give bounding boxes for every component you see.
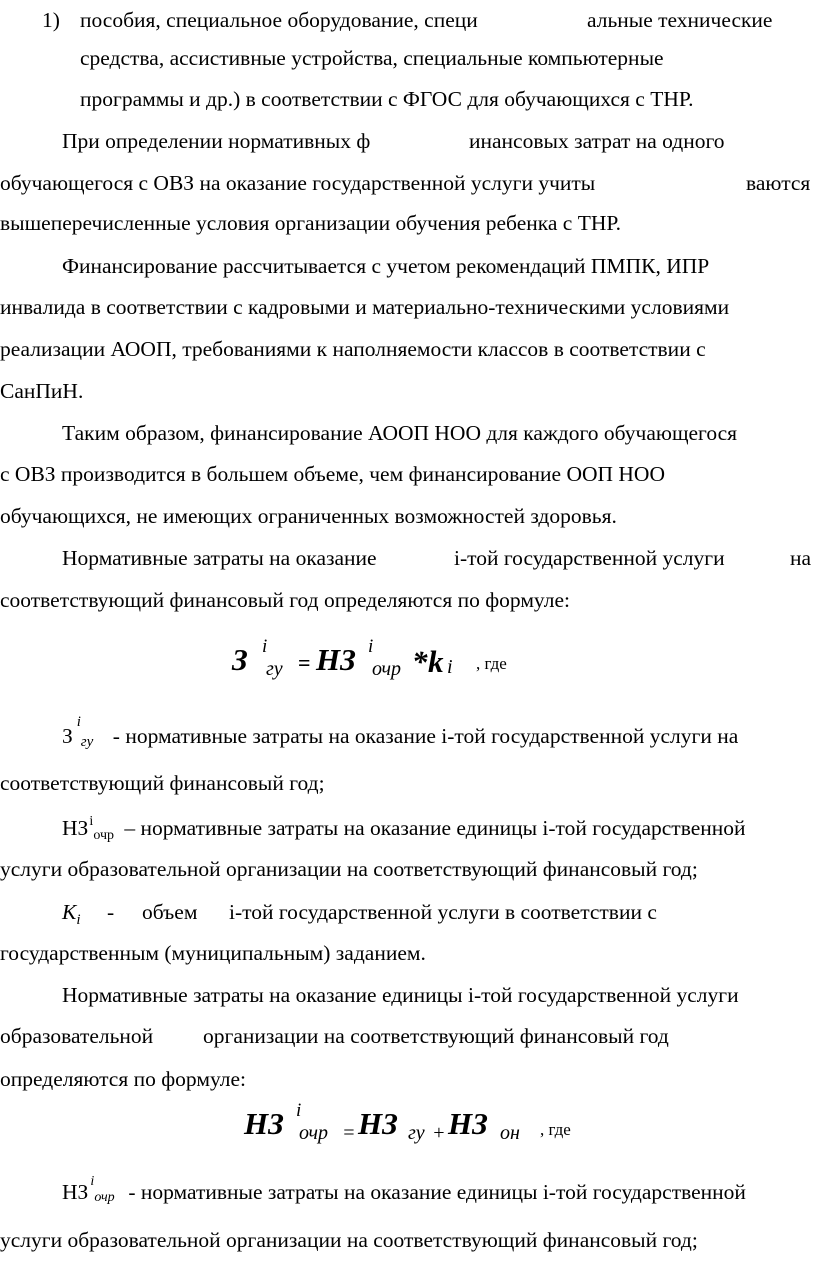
- para1-line1a: При определении нормативных ф: [62, 129, 371, 153]
- def1-sub: гу: [80, 734, 94, 750]
- formula2-sub-ochr: очр: [299, 1122, 329, 1144]
- def4-sup: i: [90, 1174, 95, 1189]
- para1-line2b: ваются: [746, 171, 811, 195]
- para2-line3: реализации АООП, требованиями к наполняемости классов в соответствии с: [0, 337, 706, 361]
- def4-line1: [62, 1174, 746, 1205]
- para4-line1c: на: [790, 546, 812, 570]
- list-item-line1a: пособия, специальное оборудование, специ: [80, 8, 478, 32]
- formula2-plus: +: [432, 1122, 446, 1144]
- para4-line1b: i-той государственной услуги: [454, 546, 725, 570]
- para2-line1: Финансирование рассчитывается с учетом рекомендаций ПМПК, ИПР: [62, 254, 710, 278]
- formula1-nz: НЗ: [316, 642, 356, 677]
- formula1-where: , где: [476, 654, 507, 673]
- formula1-sub-i: i: [447, 656, 453, 678]
- formula2-sub-on: он: [500, 1122, 520, 1144]
- list-item-line1b: альные технические: [587, 8, 773, 32]
- para1-line2a: обучающегося с ОВЗ на оказание государственной услуги учиты: [0, 171, 596, 195]
- def2-sup: i: [89, 814, 94, 829]
- formula2-nz3: НЗ: [448, 1106, 488, 1141]
- def3-text: i-той государственной услуги в соответствии с: [229, 900, 657, 924]
- para3-line2: с ОВЗ производится в большем объеме, чем финансирование ООП НОО: [0, 462, 665, 486]
- def1-text: - нормативные затраты на оказание i-той государственной услуги на: [112, 724, 739, 748]
- para5-line2b: организации на соответствующий финансовый год: [203, 1024, 669, 1048]
- para3-line1: Таким образом, финансирование АООП НОО для каждого обучающегося: [62, 421, 738, 445]
- formula1-k: k: [428, 644, 444, 679]
- def4-text: - нормативные затраты на оказание единицы i-той государственной: [128, 1180, 746, 1204]
- def2-line2: услуги образовательной организации на соответствующий финансовый год;: [0, 857, 698, 881]
- formula2-where: , где: [540, 1120, 571, 1139]
- def2-text: – нормативные затраты на оказание единицы i-той государственной: [124, 816, 746, 840]
- def4-symbol: НЗ: [62, 1180, 89, 1204]
- para2-line4: СанПиН.: [0, 379, 84, 403]
- def1-line2: соответствующий финансовый год;: [0, 771, 325, 795]
- def3-symbol: K: [62, 900, 77, 924]
- para1-line3: вышеперечисленные условия организации обучения ребенка с ТНР.: [0, 211, 622, 235]
- formula1-sub-ochr: очр: [372, 658, 402, 680]
- def3-word: объем: [142, 900, 198, 924]
- def3-line2: государственным (муниципальным) заданием.: [0, 941, 426, 965]
- list-item-line2: средства, ассистивные устройства, специальные компьютерные: [80, 46, 664, 70]
- def1-sup: i: [76, 714, 81, 730]
- formula2-nz: НЗ: [244, 1106, 284, 1141]
- formula1-z: З: [232, 642, 248, 677]
- def1-line1: [62, 714, 739, 750]
- def3-sub: i: [76, 912, 81, 928]
- list-marker: 1): [42, 8, 60, 32]
- para4-line2: соответствующий финансовый год определяются по формуле:: [0, 588, 570, 612]
- formula-2: [244, 1102, 604, 1152]
- para4-line1a: Нормативные затраты на оказание: [62, 546, 377, 570]
- formula2-eq: =: [342, 1122, 356, 1144]
- list-item-line3: программы и др.) в соответствии с ФГОС для обучающихся с ТНР.: [80, 87, 694, 111]
- def4-sub: очр: [94, 1190, 115, 1205]
- para5-line3: определяются по формуле:: [0, 1067, 247, 1091]
- para5-line2a: образовательной: [0, 1024, 154, 1048]
- formula1-sup-i: i: [262, 636, 268, 657]
- def3-line1: [62, 899, 81, 928]
- formula1-mult: *: [412, 644, 428, 679]
- para5-line1: Нормативные затраты на оказание единицы i-той государственной услуги: [62, 983, 739, 1007]
- formula1-sup-i2: i: [368, 636, 374, 657]
- def2-line1: [62, 815, 746, 841]
- formula-1: [232, 636, 532, 690]
- para3-line3: обучающихся, не имеющих ограниченных возможностей здоровья.: [0, 504, 617, 528]
- para2-line2: инвалида в соответствии с кадровыми и материально-техническими условиями: [0, 295, 730, 319]
- def3-dash: -: [107, 900, 115, 924]
- def2-sub: очр: [93, 828, 114, 843]
- formula2-sup-i: i: [296, 1100, 302, 1121]
- formula1-eq: =: [298, 650, 311, 675]
- def2-symbol: НЗ: [62, 816, 89, 840]
- para1-line1b: инансовых затрат на одного: [469, 129, 725, 153]
- formula2-nz2: НЗ: [358, 1106, 398, 1141]
- def4-line2: услуги образовательной организации на соответствующий финансовый год;: [0, 1228, 698, 1252]
- formula2-sub-gu: гу: [408, 1122, 425, 1144]
- def1-symbol: З: [62, 724, 73, 748]
- formula1-sub-gu: гу: [266, 658, 283, 680]
